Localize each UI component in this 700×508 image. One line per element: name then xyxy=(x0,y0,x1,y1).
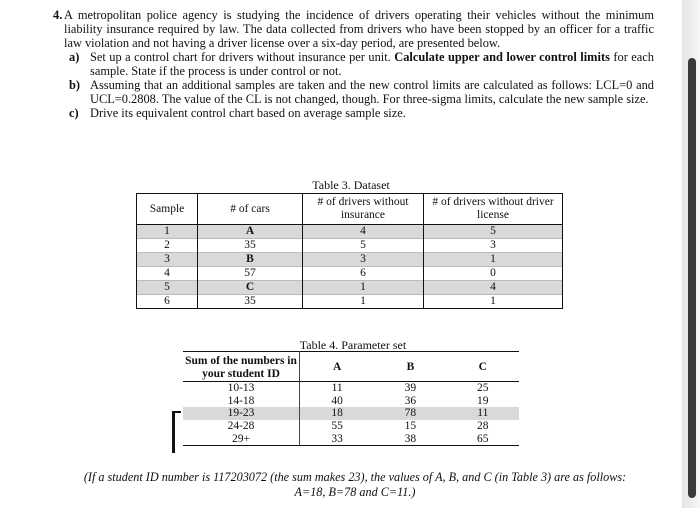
cell-a: 55 xyxy=(331,419,343,432)
cell-b: 78 xyxy=(374,407,446,420)
cell-cars: 35 xyxy=(198,295,303,309)
cell-id-sum: 10-13 xyxy=(183,382,300,395)
table-row xyxy=(137,267,563,281)
cell-without-license: 4 xyxy=(424,281,563,295)
table-row xyxy=(183,433,519,446)
question-part-b xyxy=(64,78,654,106)
header-b: B xyxy=(406,361,415,374)
cell-without-insurance: 4 xyxy=(303,225,424,239)
cell-c: 19 xyxy=(477,394,489,407)
question-part-a xyxy=(64,50,654,78)
question-block xyxy=(53,8,654,120)
cell-a: 11 xyxy=(331,382,343,395)
cell-without-license: 0 xyxy=(424,267,563,281)
part-c-text: Drive its equivalent control chart based on average sample size. xyxy=(90,106,406,120)
table3-caption: Table 3. Dataset xyxy=(312,178,390,192)
table-row xyxy=(183,395,519,408)
cell-without-insurance: 1 xyxy=(303,295,424,309)
part-a-label: a) xyxy=(69,50,80,64)
table4-caption: Table 4. Parameter set xyxy=(299,338,407,352)
cell-cars: 35 xyxy=(198,239,303,253)
header-sample: Sample xyxy=(137,194,198,225)
cell-sample: 4 xyxy=(137,267,198,281)
cell-c: 11 xyxy=(447,407,519,420)
cell-b: 15 xyxy=(404,419,417,432)
table-row xyxy=(183,382,519,395)
cell-a: 33 xyxy=(331,432,343,445)
part-c-label: c) xyxy=(69,106,79,120)
cell-id-sum: 29+ xyxy=(183,433,300,446)
part-b-label: b) xyxy=(69,78,81,92)
header-id-sum: Sum of the numbers in your student ID xyxy=(183,352,300,382)
table-row xyxy=(137,253,563,267)
cell-without-insurance: 3 xyxy=(303,253,424,267)
cell-without-license: 5 xyxy=(424,225,563,239)
table-row xyxy=(183,420,519,433)
cell-id-sum: 24-28 xyxy=(183,420,300,433)
dataset-table xyxy=(136,193,563,309)
header-cars: # of cars xyxy=(198,194,303,225)
question-part-c xyxy=(64,106,654,120)
bracket-mark xyxy=(172,411,181,453)
table-row xyxy=(137,295,563,309)
question-number: 4. xyxy=(53,8,63,22)
header-c: C xyxy=(478,361,487,374)
cell-cars: C xyxy=(198,281,303,295)
cell-without-insurance: 6 xyxy=(303,267,424,281)
part-a-text-end: for each sample. State if the process is under control or not. xyxy=(90,50,654,78)
cell-cars: A xyxy=(198,225,303,239)
table-row xyxy=(137,225,563,239)
cell-a: 40 xyxy=(331,394,343,407)
cell-b: 36 xyxy=(404,394,417,407)
cell-c: 28 xyxy=(477,419,489,432)
cell-cars: B xyxy=(198,253,303,267)
table-row xyxy=(137,239,563,253)
cell-cars: 57 xyxy=(198,267,303,281)
cell-sample: 1 xyxy=(137,225,198,239)
cell-a: 18 xyxy=(300,407,375,420)
cell-b: 38 xyxy=(404,432,417,445)
cell-id-sum: 14-18 xyxy=(183,395,300,408)
cell-without-license: 1 xyxy=(424,295,563,309)
cell-sample: 2 xyxy=(137,239,198,253)
example-note: (If a student ID number is 117203072 (the sum makes 23), the values of A, B, and C (in Table 3) are as follows: A=18, B=78 and C=11.) xyxy=(83,470,627,499)
cell-sample: 5 xyxy=(137,281,198,295)
part-a-text-start: Set up a control chart for drivers without insurance per unit. xyxy=(90,50,391,64)
cell-b: 39 xyxy=(404,382,417,395)
cell-without-insurance: 1 xyxy=(303,281,424,295)
scrollbar-track[interactable] xyxy=(682,0,700,508)
cell-sample: 3 xyxy=(137,253,198,267)
cell-without-license: 1 xyxy=(424,253,563,267)
scrollbar-thumb[interactable] xyxy=(688,58,696,498)
header-without-license: # of drivers without driver license xyxy=(424,194,563,225)
question-intro: A metropolitan police agency is studying the incidence of drivers operating their vehicles without the minimum liability insurance required by law. The data collected from drivers who have been stopped by an officer for a traffic law violation and not having a driver license over a six-day period, are presented below. xyxy=(64,8,654,50)
cell-without-license: 3 xyxy=(424,239,563,253)
cell-sample: 6 xyxy=(137,295,198,309)
table-row xyxy=(137,281,563,295)
part-a-text xyxy=(90,50,654,78)
header-a: A xyxy=(332,361,342,374)
part-b-text: Assuming that an additional samples are taken and the new control limits are calculated as follows: LCL=0 and UCL=0.2808. The value of the CL is not changed, though. For three-sigma limits, calculate the new sample size. xyxy=(90,78,654,106)
cell-without-insurance: 5 xyxy=(303,239,424,253)
header-without-insurance: # of drivers without insurance xyxy=(303,194,424,225)
parameter-table xyxy=(183,351,519,446)
part-a-text-bold: Calculate upper and lower control limits xyxy=(390,50,610,64)
cell-id-sum: 19-23 xyxy=(183,407,300,420)
cell-c: 65 xyxy=(477,432,489,445)
table-row-highlighted xyxy=(183,407,519,420)
cell-c: 25 xyxy=(477,382,489,395)
